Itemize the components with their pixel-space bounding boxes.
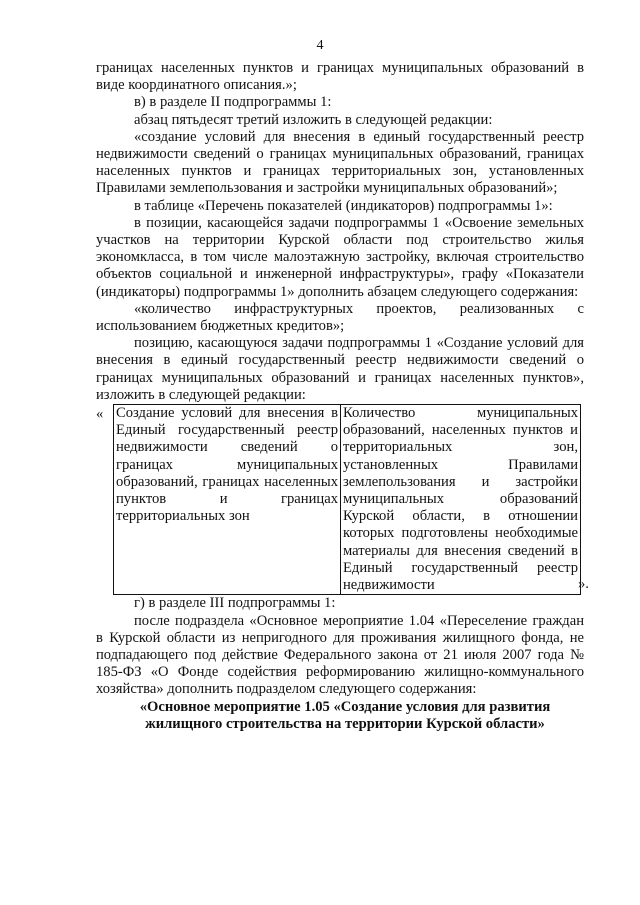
paragraph: в позиции, касающейся задачи подпрограммы 1 «Освоение земельных участков на территории Курской области под строительство жилья экономкласса, в том числе малоэтажную застройку, включая строительство объектов социальной и инженерной инфраструктуры», графу «Показатели (индикаторы) подпрограммы 1» дополнить абзацем следующего содержания: <box>96 214 584 300</box>
paragraph: «создание условий для внесения в единый государственный реестр недвижимости сведений о границах муниципальных образований, границах населенных пунктов и границах территориальных зон, установленных Правилами землепользования и застройки муниципальных образований»; <box>96 128 584 197</box>
table-row <box>114 405 581 595</box>
inserted-table-block <box>96 404 589 595</box>
document-body <box>96 60 589 733</box>
page-number: 4 <box>316 38 324 53</box>
paragraph: позицию, касающуюся задачи подпрограммы 1 «Создание условий для внесения в единый государственный реестр недвижимости сведений о границах муниципальных образований и границах населенных пунктов», изложить в следующей редакции: <box>96 335 584 403</box>
paragraph: в) в разделе II подпрограммы 1: <box>134 94 332 111</box>
table-close-quote: ». <box>578 576 589 593</box>
paragraph: после подраздела «Основное мероприятие 1.04 «Переселение граждан в Курской области из непригодного для проживания жилищного фонда, не подпадающего под действие Федерального закона от 21 июля 2007 года № 185-ФЗ «О Фонде содействия реформированию жилищно-коммунального хозяйства» дополнить подразделом следующего содержания: <box>96 612 584 698</box>
paragraph: г) в разделе III подпрограммы 1: <box>134 595 336 612</box>
table-cell-indicator: Количество муниципальных образований, населенных пунктов и территориальных зон, установленных Правилами землепользования и застройки муниципальных образований Курской области, в отношении которых подготовлены необходимые материалы для внесения сведений в Единый государственный реестр недвижимости <box>341 405 581 595</box>
table-cell-task: Создание условий для внесения в Единый государственный реестр недвижимости сведений о границах муниципальных образований, границах населенных пунктов и границах территориальных зон <box>114 405 341 595</box>
table-open-quote: « <box>96 406 104 423</box>
paragraph: границах населенных пунктов и границах муниципальных образований в виде координатного описания.»; <box>96 60 584 94</box>
paragraph: в таблице «Перечень показателей (индикаторов) подпрограммы 1»: <box>134 197 553 214</box>
section-heading: «Основное мероприятие 1.05 «Создание условия для развития жилищного строительства на территории Курской области» <box>139 698 551 732</box>
paragraph: абзац пятьдесят третий изложить в следующей редакции: <box>134 111 493 128</box>
paragraph: «количество инфраструктурных проектов, реализованных с использованием бюджетных кредитов»; <box>96 300 584 335</box>
indicator-table <box>113 404 581 595</box>
